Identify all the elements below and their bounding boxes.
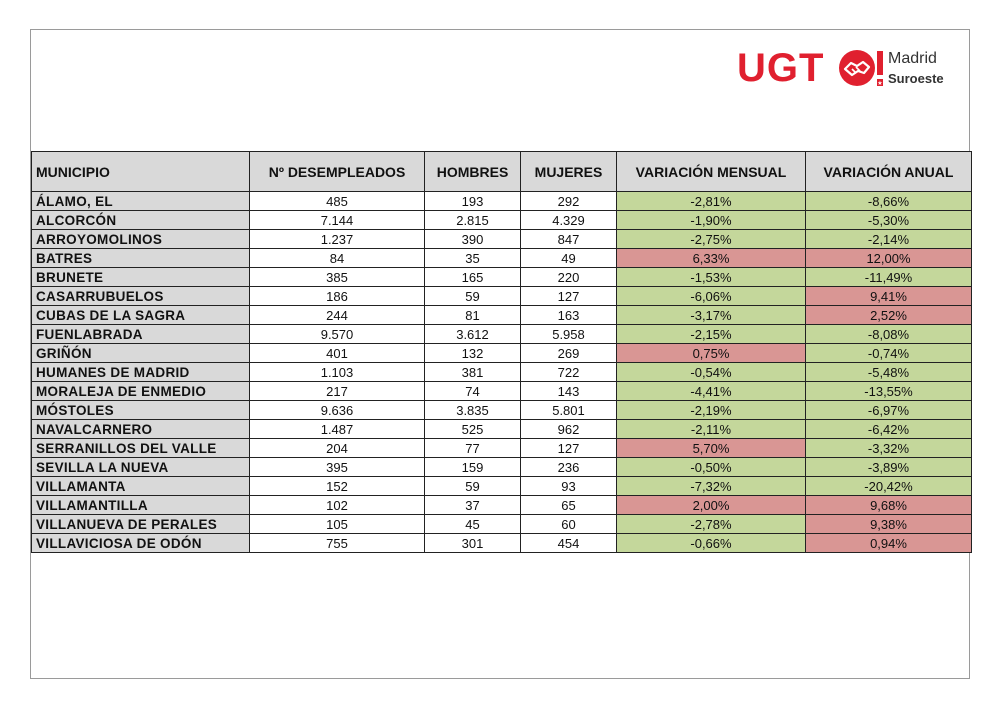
cell-variacion-anual: -5,48%: [806, 363, 972, 382]
cell-municipio: HUMANES DE MADRID: [32, 363, 250, 382]
cell-variacion-anual: -6,42%: [806, 420, 972, 439]
cell-desempleados: 9.570: [250, 325, 425, 344]
cell-variacion-anual: -8,66%: [806, 192, 972, 211]
cell-municipio: BRUNETE: [32, 268, 250, 287]
table-row: [32, 382, 972, 401]
cell-variacion-anual: -2,14%: [806, 230, 972, 249]
cell-variacion-anual: 9,38%: [806, 515, 972, 534]
cell-variacion-mensual: -1,53%: [617, 268, 806, 287]
logo-brand-text: UGT: [737, 46, 825, 90]
table-row: [32, 344, 972, 363]
cell-mujeres: 127: [521, 287, 617, 306]
cell-municipio: SEVILLA LA NUEVA: [32, 458, 250, 477]
cell-mujeres: 93: [521, 477, 617, 496]
cell-hombres: 3.835: [425, 401, 521, 420]
cell-desempleados: 152: [250, 477, 425, 496]
ugt-logo: [737, 44, 952, 92]
cell-variacion-mensual: 0,75%: [617, 344, 806, 363]
cell-mujeres: 220: [521, 268, 617, 287]
cell-hombres: 301: [425, 534, 521, 553]
table-row: [32, 515, 972, 534]
cell-variacion-mensual: -0,66%: [617, 534, 806, 553]
table-row: [32, 230, 972, 249]
cell-variacion-anual: -8,08%: [806, 325, 972, 344]
header-municipio: MUNICIPIO: [32, 152, 250, 192]
cell-variacion-anual: -11,49%: [806, 268, 972, 287]
cell-variacion-mensual: 6,33%: [617, 249, 806, 268]
cell-variacion-mensual: -4,41%: [617, 382, 806, 401]
cell-mujeres: 65: [521, 496, 617, 515]
cell-hombres: 59: [425, 477, 521, 496]
table-header-row: [32, 152, 972, 192]
cell-municipio: FUENLABRADA: [32, 325, 250, 344]
cell-variacion-mensual: -2,81%: [617, 192, 806, 211]
table-row: [32, 534, 972, 553]
cell-hombres: 81: [425, 306, 521, 325]
cell-mujeres: 5.958: [521, 325, 617, 344]
table-row: [32, 306, 972, 325]
cell-mujeres: 722: [521, 363, 617, 382]
cell-hombres: 59: [425, 287, 521, 306]
cell-desempleados: 7.144: [250, 211, 425, 230]
cell-mujeres: 269: [521, 344, 617, 363]
cell-desempleados: 9.636: [250, 401, 425, 420]
cell-hombres: 193: [425, 192, 521, 211]
header-variacion-anual: VARIACIÓN ANUAL: [806, 152, 972, 192]
table-row: [32, 287, 972, 306]
cell-municipio: ÁLAMO, EL: [32, 192, 250, 211]
cell-municipio: ALCORCÓN: [32, 211, 250, 230]
header-hombres: HOMBRES: [425, 152, 521, 192]
cell-variacion-mensual: 2,00%: [617, 496, 806, 515]
cell-hombres: 159: [425, 458, 521, 477]
cell-hombres: 165: [425, 268, 521, 287]
cell-desempleados: 244: [250, 306, 425, 325]
cell-municipio: MÓSTOLES: [32, 401, 250, 420]
cell-municipio: MORALEJA DE ENMEDIO: [32, 382, 250, 401]
cell-mujeres: 143: [521, 382, 617, 401]
cell-variacion-mensual: -0,54%: [617, 363, 806, 382]
cell-hombres: 35: [425, 249, 521, 268]
cell-variacion-anual: -0,74%: [806, 344, 972, 363]
cell-mujeres: 163: [521, 306, 617, 325]
cell-variacion-anual: -5,30%: [806, 211, 972, 230]
cell-variacion-anual: 9,68%: [806, 496, 972, 515]
cell-desempleados: 1.237: [250, 230, 425, 249]
cell-mujeres: 127: [521, 439, 617, 458]
cell-desempleados: 485: [250, 192, 425, 211]
header-mujeres: MUJERES: [521, 152, 617, 192]
cell-mujeres: 4.329: [521, 211, 617, 230]
unemployment-table: [31, 151, 972, 553]
cell-variacion-anual: -20,42%: [806, 477, 972, 496]
table-row: [32, 401, 972, 420]
table-row: [32, 439, 972, 458]
cell-variacion-anual: -3,32%: [806, 439, 972, 458]
cell-mujeres: 49: [521, 249, 617, 268]
table-row: [32, 496, 972, 515]
cell-variacion-anual: 12,00%: [806, 249, 972, 268]
cell-desempleados: 186: [250, 287, 425, 306]
cell-desempleados: 1.487: [250, 420, 425, 439]
cell-variacion-mensual: -2,78%: [617, 515, 806, 534]
cell-municipio: GRIÑÓN: [32, 344, 250, 363]
cell-variacion-mensual: -1,90%: [617, 211, 806, 230]
cell-hombres: 37: [425, 496, 521, 515]
table-row: [32, 363, 972, 382]
cell-desempleados: 395: [250, 458, 425, 477]
table-row: [32, 325, 972, 344]
cell-variacion-anual: -13,55%: [806, 382, 972, 401]
handshake-emblem-icon: [837, 47, 885, 89]
cell-desempleados: 401: [250, 344, 425, 363]
table-row: [32, 458, 972, 477]
header-variacion-mensual: VARIACIÓN MENSUAL: [617, 152, 806, 192]
table-row: [32, 420, 972, 439]
cell-variacion-anual: 9,41%: [806, 287, 972, 306]
cell-hombres: 132: [425, 344, 521, 363]
cell-mujeres: 60: [521, 515, 617, 534]
cell-hombres: 2.815: [425, 211, 521, 230]
cell-mujeres: 847: [521, 230, 617, 249]
cell-desempleados: 84: [250, 249, 425, 268]
cell-desempleados: 204: [250, 439, 425, 458]
cell-desempleados: 105: [250, 515, 425, 534]
cell-municipio: CASARRUBUELOS: [32, 287, 250, 306]
cell-municipio: VILLAMANTILLA: [32, 496, 250, 515]
cell-mujeres: 292: [521, 192, 617, 211]
table-row: [32, 192, 972, 211]
table-row: [32, 268, 972, 287]
cell-variacion-anual: 2,52%: [806, 306, 972, 325]
table-row: [32, 477, 972, 496]
table-body: [32, 192, 972, 553]
cell-municipio: VILLAMANTA: [32, 477, 250, 496]
cell-municipio: NAVALCARNERO: [32, 420, 250, 439]
logo-city: Madrid: [888, 50, 937, 67]
svg-text:★: ★: [877, 81, 883, 87]
cell-hombres: 74: [425, 382, 521, 401]
cell-mujeres: 454: [521, 534, 617, 553]
cell-hombres: 390: [425, 230, 521, 249]
cell-municipio: VILLANUEVA DE PERALES: [32, 515, 250, 534]
cell-variacion-mensual: -3,17%: [617, 306, 806, 325]
cell-municipio: SERRANILLOS DEL VALLE: [32, 439, 250, 458]
cell-variacion-anual: 0,94%: [806, 534, 972, 553]
cell-hombres: 381: [425, 363, 521, 382]
cell-variacion-mensual: 5,70%: [617, 439, 806, 458]
cell-mujeres: 5.801: [521, 401, 617, 420]
cell-municipio: ARROYOMOLINOS: [32, 230, 250, 249]
cell-desempleados: 217: [250, 382, 425, 401]
cell-variacion-mensual: -2,75%: [617, 230, 806, 249]
cell-municipio: BATRES: [32, 249, 250, 268]
cell-variacion-anual: -3,89%: [806, 458, 972, 477]
cell-variacion-mensual: -2,19%: [617, 401, 806, 420]
table-row: [32, 211, 972, 230]
cell-mujeres: 236: [521, 458, 617, 477]
cell-hombres: 525: [425, 420, 521, 439]
cell-desempleados: 1.103: [250, 363, 425, 382]
cell-hombres: 45: [425, 515, 521, 534]
cell-variacion-mensual: -0,50%: [617, 458, 806, 477]
cell-mujeres: 962: [521, 420, 617, 439]
cell-variacion-mensual: -2,11%: [617, 420, 806, 439]
header-desempleados: Nº DESEMPLEADOS: [250, 152, 425, 192]
cell-variacion-mensual: -7,32%: [617, 477, 806, 496]
cell-desempleados: 385: [250, 268, 425, 287]
cell-municipio: VILLAVICIOSA DE ODÓN: [32, 534, 250, 553]
cell-desempleados: 102: [250, 496, 425, 515]
cell-variacion-mensual: -6,06%: [617, 287, 806, 306]
cell-variacion-mensual: -2,15%: [617, 325, 806, 344]
cell-hombres: 3.612: [425, 325, 521, 344]
table-row: [32, 249, 972, 268]
cell-hombres: 77: [425, 439, 521, 458]
cell-desempleados: 755: [250, 534, 425, 553]
logo-region: Suroeste: [888, 71, 944, 86]
cell-municipio: CUBAS DE LA SAGRA: [32, 306, 250, 325]
cell-variacion-anual: -6,97%: [806, 401, 972, 420]
